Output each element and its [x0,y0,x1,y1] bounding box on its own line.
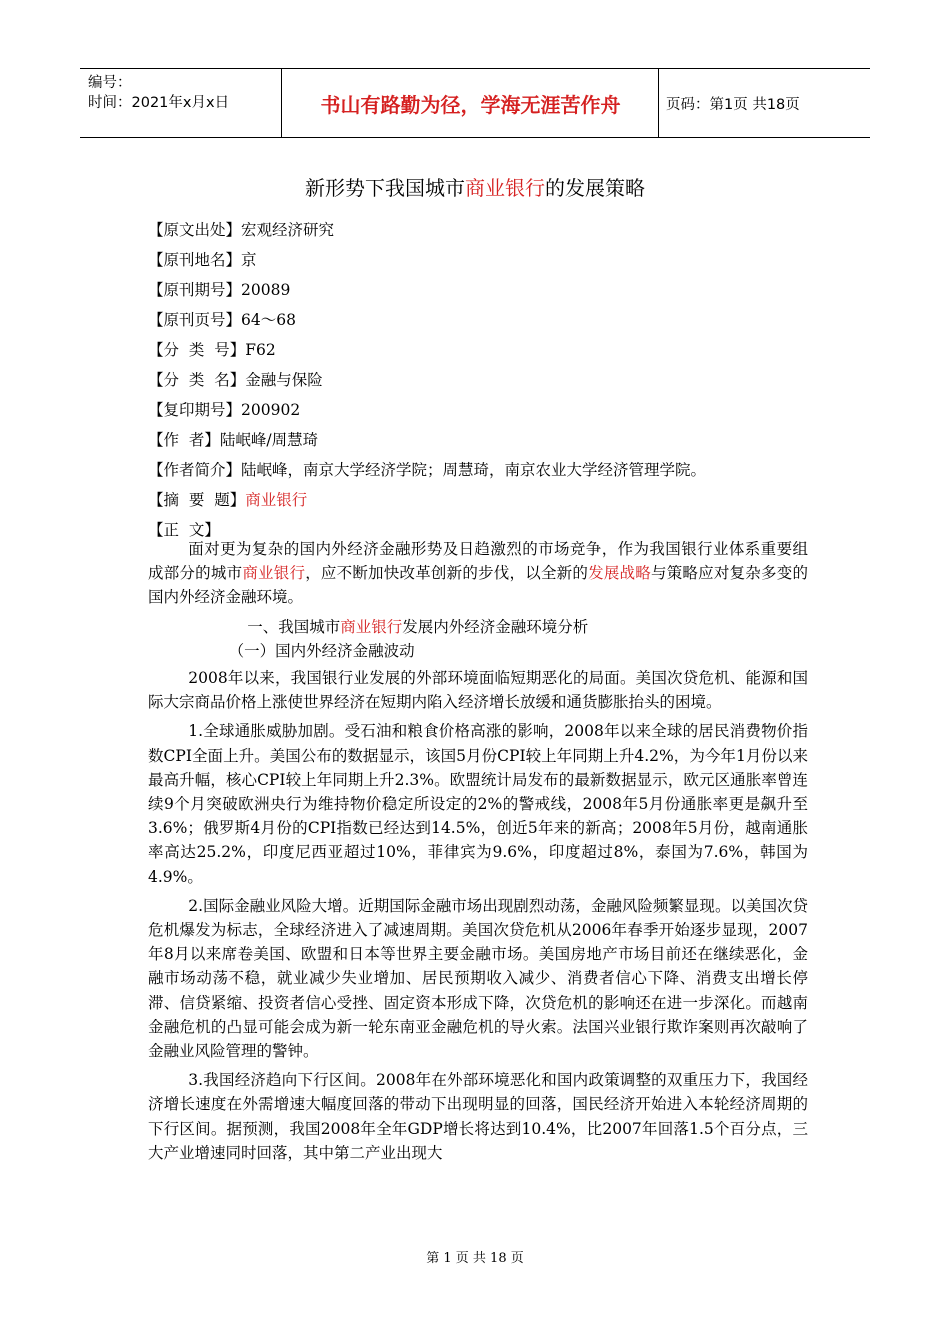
meta-row: 【摘 要 题】商业银行 [148,491,308,509]
keyword-link[interactable]: 发展战略 [588,564,651,583]
paragraph: 面对更为复杂的国内外经济金融形势及日趋激烈的市场竞争，作为我国银行业体系重要组成部分的城市商业银行，应不断加快改革创新的步伐，以全新的发展战略与策略应对复杂多变的国内外经济金融环境。 [148,540,808,607]
meta-row: 【原刊地名】京 [148,251,257,269]
paragraph: 1.全球通胀威胁加剧。受石油和粮食价格高涨的影响，2008年以来全球的居民消费物价指数CPI全面上升。美国公布的数据显示，该国5月份CPI较上年同期上升4.2%，为今年1月份以来最高升幅，核心CPI较上年同期上升2.3%。欧盟统计局发布的最新数据显示，欧元区通胀率曾连续9个月突破欧洲央行为维持物价稳定所设定的2%的警戒线，2008年5月份通胀率更是飙升至3.6%；俄罗斯4月份的CPI指数已经达到14.5%，创近5年来的新高；2008年5月份，越南通胀率高达25.2%，印度尼西亚超过10%，菲律宾为9.6%，印度超过8%，泰国为7.6%，韩国为4.9%。 [148,722,808,886]
meta-row: 【正 文】 [148,521,220,539]
section-heading: 一、我国城市商业银行发展内外经济金融环境分析 [247,617,589,636]
meta-row: 【原文出处】宏观经济研究 [148,221,335,239]
meta-row: 【作 者】陆岷峰/周慧琦 [148,431,319,449]
title-post: 的发展策略 [545,176,645,200]
meta-row: 【复印期号】200902 [148,401,301,419]
page-footer: 第 1 页 共 18 页 [426,1251,524,1266]
document-title [0,172,950,201]
paragraph: 3.我国经济趋向下行区间。2008年在外部环境恶化和国内政策调整的双重压力下，我国经济增长速度在外需增速大幅度回落的带动下出现明显的回落，国民经济开始进入本轮经济周期的下行区间。据预测，我国2008年全年GDP增长将达到10.4%，比2007年回落1.5个百分点，三大产业增速同时回落，其中第二产业出现大 [148,1071,808,1162]
meta-row: 【分 类 名】金融与保险 [148,371,323,389]
header-meta-cell [80,69,282,137]
paragraph: 2.国际金融业风险大增。近期国际金融市场出现剧烈动荡，金融风险频繁显现。以美国次贷危机爆发为标志，全球经济进入了减速周期。美国次贷危机从2006年春季开始逐步显现，2007年8月以来席卷美国、欧盟和日本等世界主要金融市场。美国房地产市场目前还在继续恶化，金融市场动荡不稳，就业减少失业增加、居民预期收入减少、消费者信心下降、消费支出增长停滞、信贷紧缩、投资者信心受挫、固定资本形成下降，次贷危机的影响还在进一步深化。而越南金融危机的凸显可能会成为新一轮东南亚金融危机的导火索。法国兴业银行欺诈案则再次敲响了金融业风险管理的警钟。 [148,896,808,1061]
header-motto: 书山有路勤为径，学海无涯苦作舟 [283,69,659,137]
title-highlight: 商业银行 [465,176,545,200]
subsection-heading: （一）国内外经济金融波动 [228,641,415,660]
paragraph: 2008年以来，我国银行业发展的外部环境面临短期恶化的局面。美国次贷危机、能源和国际大宗商品价格上涨使世界经济在短期内陷入经济增长放缓和通货膨胀抬头的困境。 [148,669,808,712]
code-label: 编号： [88,75,132,91]
page-header [80,68,870,138]
meta-row: 【分 类 号】F62 [148,341,276,359]
metadata-list [148,215,706,545]
meta-row: 【原刊期号】20089 [148,281,291,299]
keyword-link[interactable]: 商业银行 [245,491,308,509]
article-body [148,537,808,1170]
meta-row: 【作者简介】陆岷峰，南京大学经济学院；周慧琦，南京农业大学经济管理学院。 [148,461,707,479]
time-label: 时间：2021年x月x日 [88,95,230,111]
meta-row: 【原刊页号】64～68 [148,311,296,329]
header-page-info: 页码：第1页 共18页 [666,96,800,113]
title-pre: 新形势下我国城市 [305,176,465,200]
keyword-link[interactable]: 商业银行 [340,617,403,636]
keyword-link[interactable]: 商业银行 [242,564,306,583]
